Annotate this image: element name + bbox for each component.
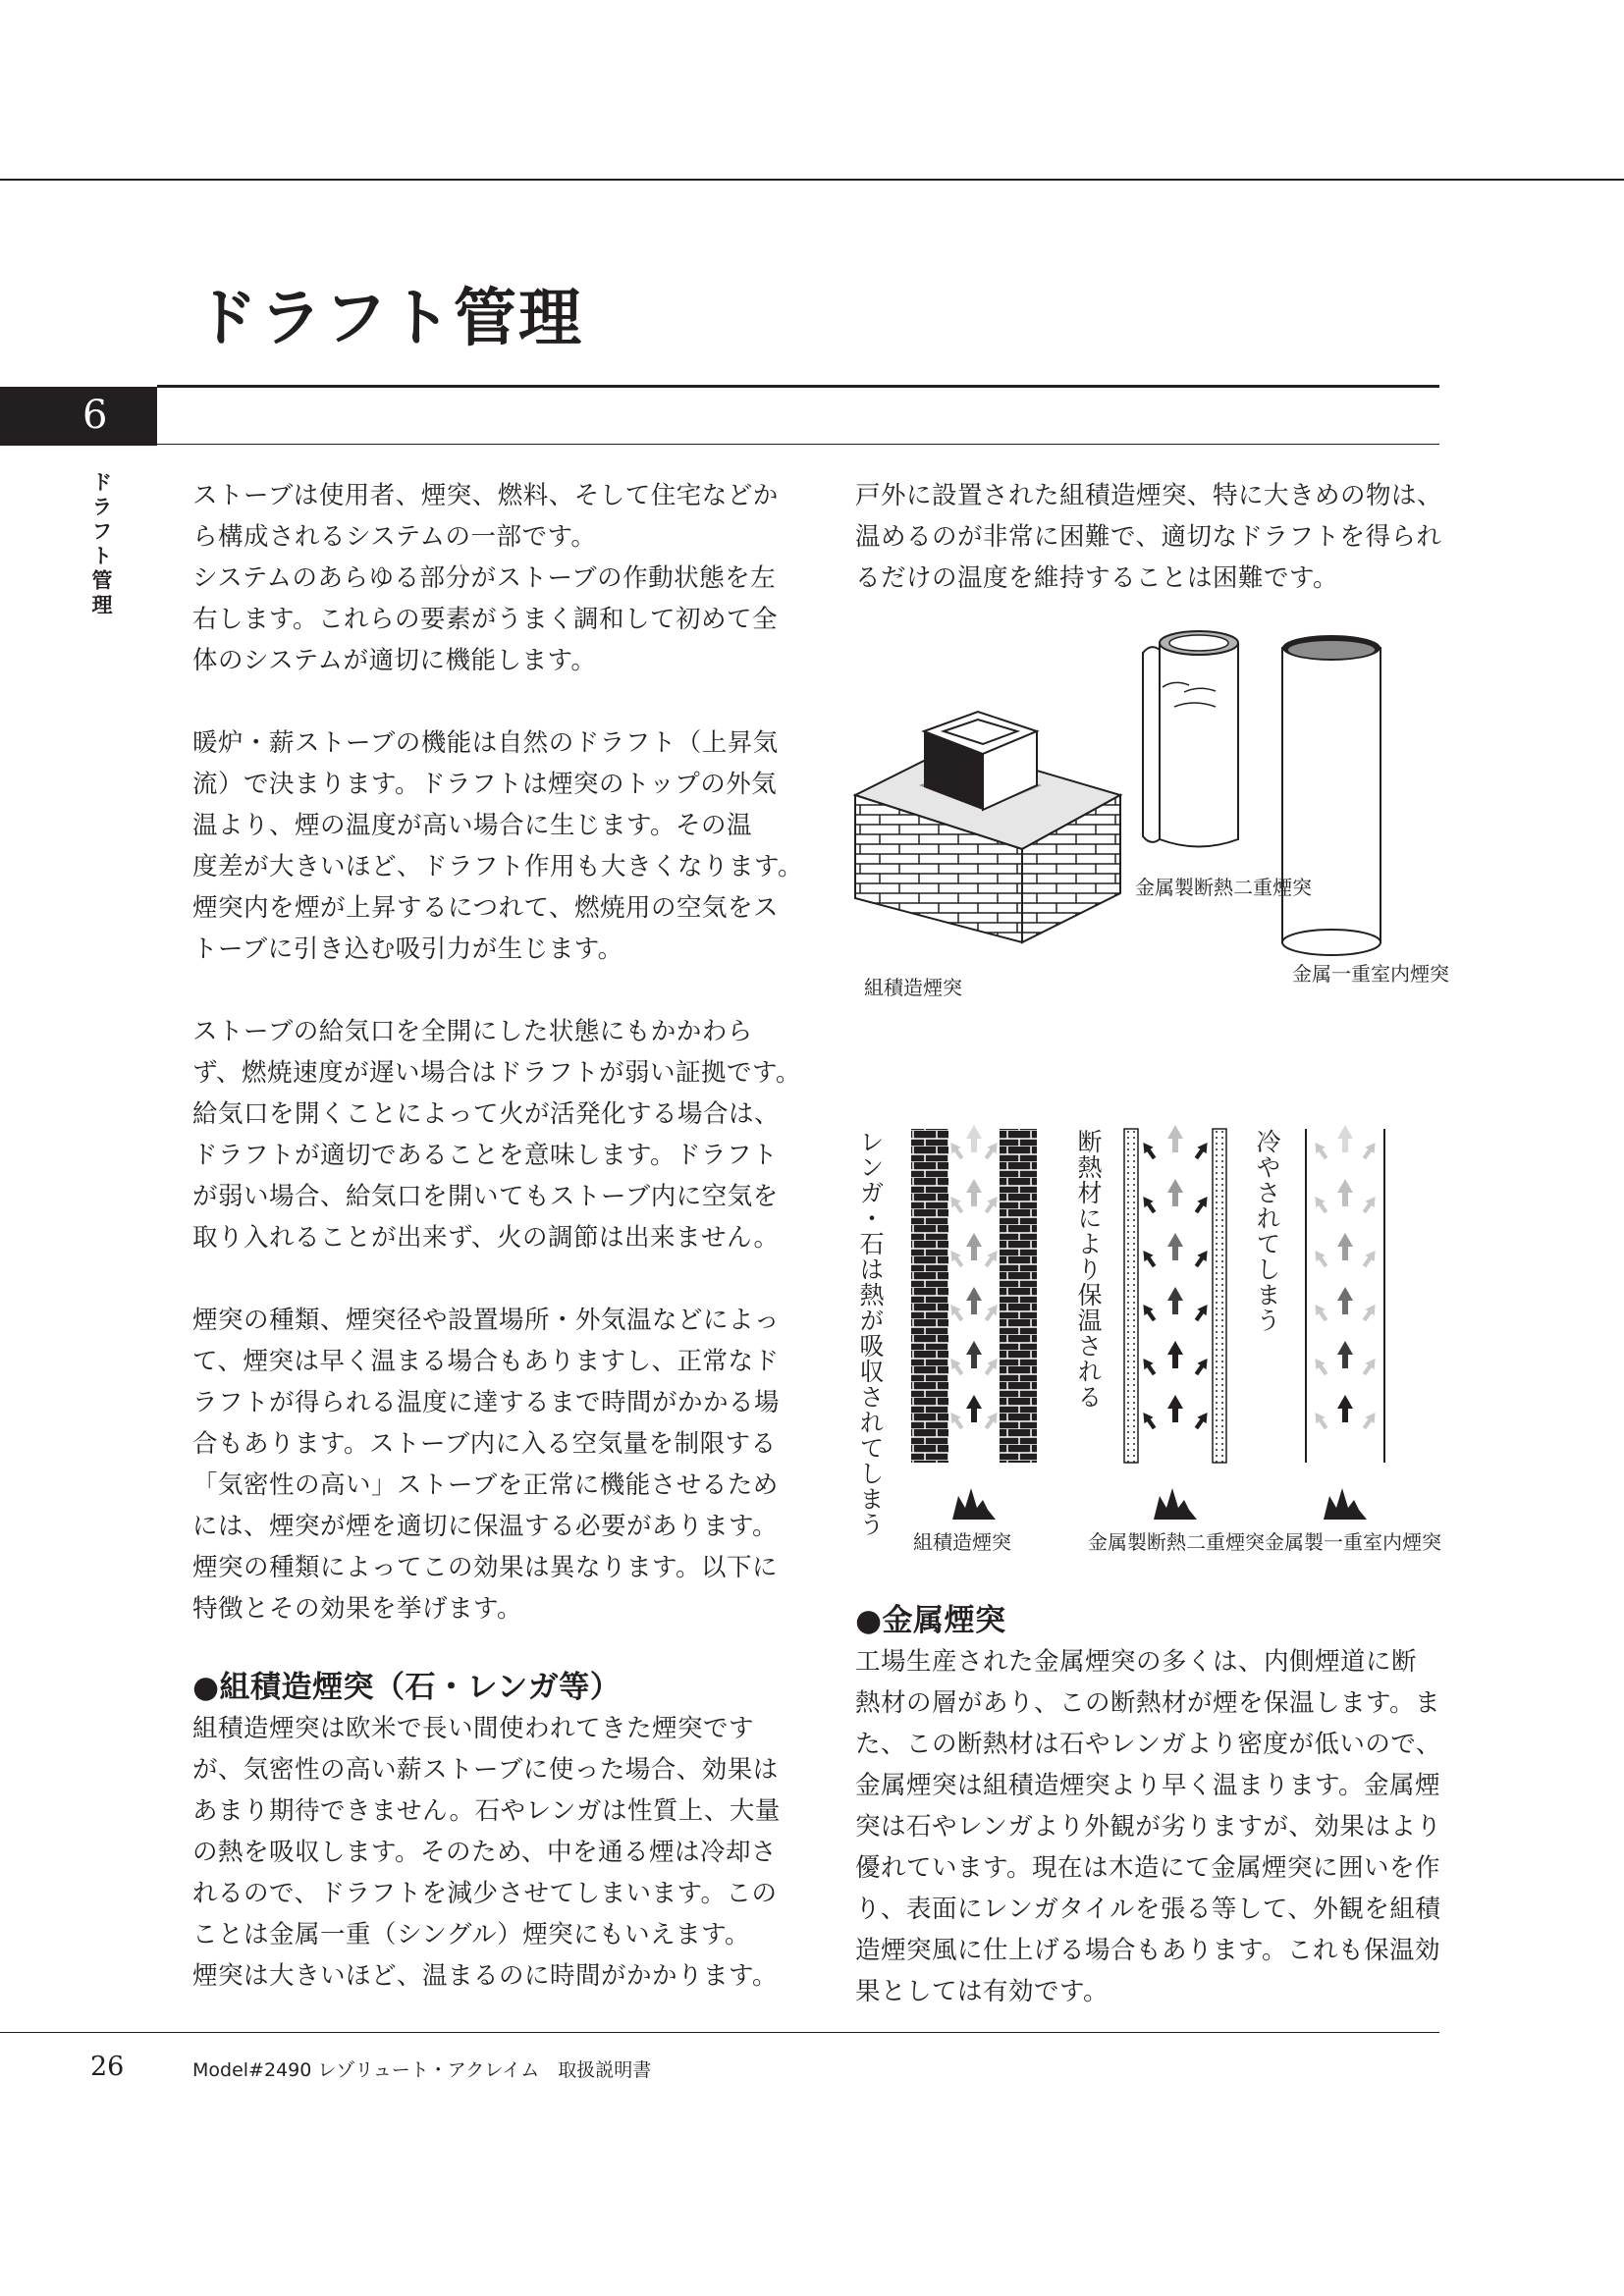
text-line: ストーブの給気口を全開にした状態にもかかわら (192, 1017, 753, 1046)
heat-arrow (1311, 1140, 1330, 1161)
right-intro (855, 475, 1444, 599)
text-line: り、表面にレンガタイルを張る等して、外観を組積 (855, 1895, 1441, 1924)
text-line: 煙突は大きいほど、温まるのに時間がかかります。 (192, 1961, 778, 1991)
heat-arrow (1139, 1302, 1159, 1323)
insulated-chimney-drawing (1143, 631, 1238, 847)
heat-retention-figure (884, 1099, 1443, 1531)
page-title: ドラフト管理 (194, 282, 583, 355)
smoke-arrow (966, 1233, 982, 1260)
heat-arrow (947, 1248, 966, 1269)
chapter-number: 6 (82, 393, 108, 438)
heat-arrow (1360, 1356, 1380, 1377)
fig2-label-masonry: 組積造煙突 (913, 1530, 1011, 1554)
text-line: 組積造煙突は欧米で長い間使われてきた煙突です (192, 1714, 755, 1743)
footer-rule (0, 2032, 1439, 2033)
single-flue-drawing (1306, 1125, 1384, 1520)
heat-arrow (1311, 1302, 1330, 1323)
insulated-flue-drawing (1124, 1125, 1226, 1520)
title-rule (157, 385, 1439, 388)
fig2-label-single: 金属製一重室内煙突 (1265, 1530, 1441, 1554)
metal-section-body (855, 1641, 1444, 2012)
paragraph (192, 1300, 782, 1629)
text-line: が、気密性の高い薪ストーブに使った場合、効果は (192, 1755, 779, 1785)
text-line: 金属煙突は組積造煙突より早く温まります。金属煙 (855, 1771, 1440, 1800)
masonry-section-heading: ●組積造煙突（石・レンガ等） (192, 1670, 622, 1705)
heat-arrow (1192, 1194, 1212, 1215)
heat-arrow (1360, 1410, 1380, 1431)
text-line: 造煙突風に仕上げる場合もあります。これも保温効 (855, 1936, 1440, 1965)
metal-section (855, 1600, 1444, 2012)
heat-arrow (947, 1410, 966, 1431)
smoke-arrow (966, 1395, 982, 1422)
text-line: 温めるのが非常に困難で、適切なドラフトを得られ (855, 522, 1442, 552)
text-line: システムのあらゆる部分がストーブの作動状態を左 (192, 563, 777, 593)
masonry-chimney-drawing (855, 712, 1120, 942)
heat-arrow (1360, 1140, 1380, 1161)
text-line: 煙突の種類、煙突径や設置場所・外気温などによっ (192, 1306, 781, 1335)
text-line: 突は石やレンガより外観が劣りますが、効果はより (855, 1812, 1442, 1842)
smoke-arrow (1167, 1179, 1183, 1206)
text-line: 給気口を開くことによって火が活発化する場合は、 (192, 1099, 781, 1129)
text-line: 工場生産された金属煙突の多くは、内側煙道に断 (855, 1647, 1418, 1677)
text-line: ず、燃焼速度が遅い場合はドラフトが弱い証拠です。 (192, 1058, 801, 1088)
smoke-arrow (1337, 1287, 1353, 1314)
text-line: 戸外に設置された組積造煙突、特に大きめの物は、 (855, 481, 1443, 510)
text-line: 煙突の種類によってこの効果は異なります。以下に (192, 1553, 778, 1582)
text-line: 右します。これらの要素がうまく調和して初めて全 (192, 605, 778, 634)
text-line: 流）で決まります。ドラフトは煙突のトップの外気 (192, 770, 778, 799)
heat-arrow (1360, 1248, 1380, 1269)
text-line: ら構成されるシステムの一部です。 (192, 522, 597, 552)
smoke-arrow (1337, 1233, 1353, 1260)
heat-arrow (1192, 1302, 1212, 1323)
left-paragraphs (192, 475, 803, 1629)
text-line: の熱を吸収します。そのため、中を通る煙は冷却さ (192, 1838, 777, 1867)
heat-arrow (1192, 1410, 1212, 1431)
paragraph (192, 475, 782, 681)
heat-arrow (1139, 1194, 1159, 1215)
text-line: て、煙突は早く温まる場合もありますし、正常なド (192, 1347, 780, 1376)
masonry-section-body (192, 1708, 782, 1997)
heat-arrow (1360, 1194, 1380, 1215)
paragraph (192, 1011, 801, 1258)
single-chimney-drawing (1282, 635, 1380, 955)
heat-arrow (1192, 1248, 1212, 1269)
text-line: 特徴とその効果を挙げます。 (192, 1594, 522, 1624)
footer-page-number: 26 (90, 2052, 125, 2082)
text-line: 優れています。現在は木造にて金属煙突に囲いを作 (855, 1853, 1440, 1883)
side-chapter-label: ドラフト管理 (89, 471, 114, 618)
heat-arrow (982, 1248, 1001, 1269)
text-line: ラフトが得られる温度に達するまで時間がかかる場 (192, 1388, 781, 1417)
fig2-vertical-masonry: レンガ・石は熱が吸収されてしまう (856, 1129, 885, 1537)
smoke-arrow (1337, 1125, 1353, 1152)
metal-section-heading: ●金属煙突 (855, 1603, 1006, 1638)
smoke-arrow (1337, 1395, 1353, 1422)
text-line: には、煙突が煙を適切に保温する必要があります。 (192, 1512, 778, 1541)
heat-arrow (982, 1356, 1001, 1377)
title-rule-bottom (157, 444, 1439, 445)
text-line: 取り入れることが出来ず、火の調節は出来ません。 (192, 1223, 780, 1253)
text-line: あまり期待できません。石やレンガは性質上、大量 (192, 1796, 781, 1826)
smoke-arrow (966, 1287, 982, 1314)
text-line: れるので、ドラフトを減少させてしまいます。この (192, 1879, 778, 1908)
text-line: 煙突内を煙が上昇するにつれて、燃焼用の空気をス (192, 893, 779, 923)
masonry-flue-drawing (911, 1125, 1037, 1520)
heat-arrow (947, 1194, 966, 1215)
smoke-arrow (1337, 1341, 1353, 1368)
heat-arrow (1311, 1248, 1330, 1269)
fig1-label-insulated: 金属製断熱二重煙突 (1135, 876, 1312, 899)
heat-arrow (947, 1356, 966, 1377)
smoke-arrow (1337, 1179, 1353, 1206)
text-line: 体のシステムが適切に機能します。 (192, 646, 597, 675)
text-line: ドラフトが適切であることを意味します。ドラフト (192, 1141, 778, 1170)
text-line: 度差が大きいほど、ドラフト作用も大きくなります。 (192, 852, 803, 881)
smoke-arrow (1167, 1395, 1183, 1422)
smoke-arrow (966, 1341, 982, 1368)
heat-arrow (982, 1302, 1001, 1323)
text-line: ストーブは使用者、煙突、燃料、そして住宅などか (192, 481, 779, 510)
fig2-vertical-single: 冷やされてしまう (1253, 1129, 1281, 1333)
smoke-arrow (966, 1125, 982, 1152)
heat-arrow (1139, 1410, 1159, 1431)
text-line: 暖炉・薪ストーブの機能は自然のドラフト（上昇気 (192, 728, 779, 758)
heat-arrow (947, 1302, 966, 1323)
top-rule (0, 179, 1624, 181)
heat-arrow (947, 1140, 966, 1161)
heat-arrow (982, 1140, 1001, 1161)
footer-model-text: Model#2490 レゾリュート・アクレイム 取扱説明書 (192, 2059, 652, 2081)
fig2-vertical-insulated: 断熱材により保温される (1074, 1129, 1103, 1410)
text-line: ことは金属一重（シングル）煙突にもいえます。 (192, 1920, 751, 1949)
smoke-arrow (1167, 1233, 1183, 1260)
text-line: るだけの温度を維持することは困難です。 (855, 563, 1338, 593)
heat-arrow (1139, 1140, 1159, 1161)
paragraph (192, 722, 803, 970)
chapter-number-box (0, 387, 157, 446)
heat-arrow (1311, 1410, 1330, 1431)
text-line: 温より、煙の温度が高い場合に生じます。その温 (192, 811, 752, 840)
heat-arrow (982, 1410, 1001, 1431)
smoke-arrow (1167, 1125, 1183, 1152)
fig2-label-insulated: 金属製断熱二重煙突 (1088, 1530, 1265, 1554)
text-line: 合もあります。ストーブ内に入る空気量を制限する (192, 1429, 777, 1459)
heat-arrow (1139, 1248, 1159, 1269)
left-column (192, 475, 803, 1997)
heat-arrow (1192, 1140, 1212, 1161)
smoke-arrow (1167, 1287, 1183, 1314)
fig1-label-masonry: 組積造煙突 (864, 976, 962, 999)
text-line: た、この断熱材は石やレンガより密度が低いので、 (855, 1730, 1441, 1759)
right-intro-lines (855, 475, 1444, 599)
heat-arrow (982, 1194, 1001, 1215)
chimney-types-figure (850, 628, 1449, 1001)
text-line: 熱材の層があり、この断熱材が煙を保温します。ま (855, 1688, 1440, 1718)
smoke-arrow (1167, 1341, 1183, 1368)
smoke-arrow (966, 1179, 982, 1206)
text-line: トーブに引き込む吸引力が生じます。 (192, 934, 623, 964)
heat-arrow (1192, 1356, 1212, 1377)
heat-arrow (1311, 1356, 1330, 1377)
text-line: が弱い場合、給気口を開いてもストーブ内に空気を (192, 1182, 779, 1211)
text-line: 「気密性の高い」ストーブを正常に機能させるため (192, 1470, 779, 1500)
heat-arrow (1360, 1302, 1380, 1323)
fig1-label-single: 金属一重室内煙突 (1292, 962, 1449, 986)
heat-arrow (1139, 1356, 1159, 1377)
text-line: 果としては有効です。 (855, 1977, 1109, 2006)
heat-arrow (1311, 1194, 1330, 1215)
